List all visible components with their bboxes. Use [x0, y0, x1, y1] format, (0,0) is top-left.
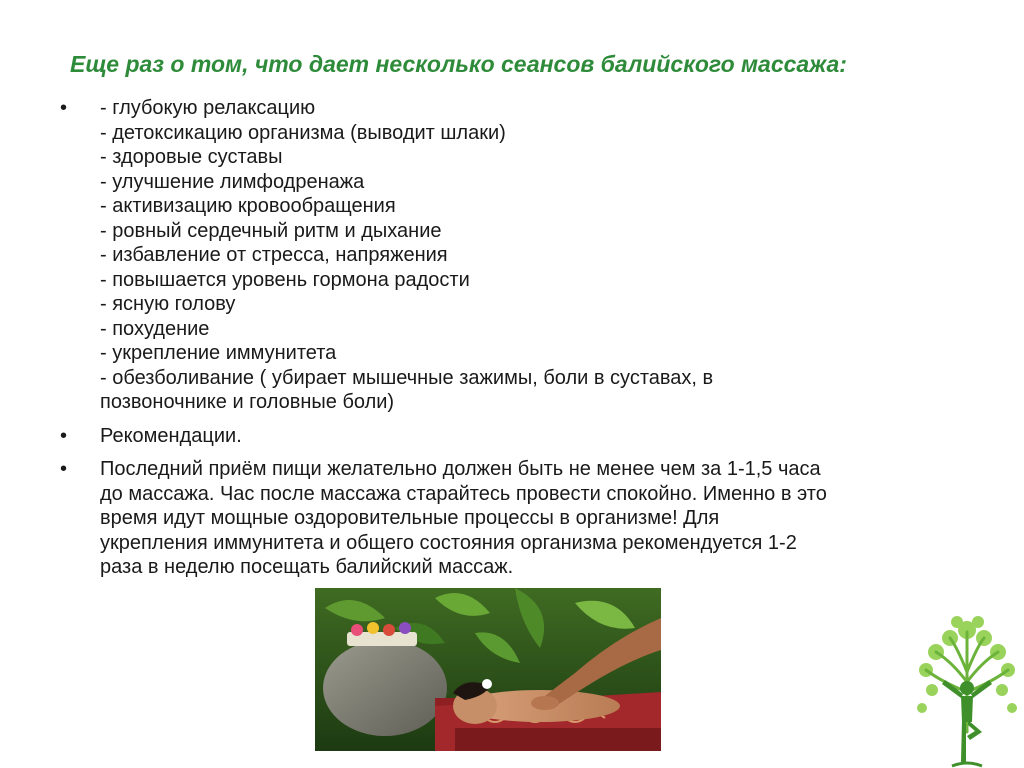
benefit-line: - глубокую релаксацию [100, 97, 316, 119]
bullet-marker: • [60, 458, 68, 480]
benefit-line: - обезболивание ( убирает мышечные зажимы, боли в суставах, в [100, 366, 714, 389]
benefit-line: - улучшение лимфодренажа [100, 170, 365, 193]
benefit-line: - активизацию кровообращения [100, 195, 396, 217]
bullet-marker: • [60, 424, 68, 447]
advice-line: укрепления иммунитета и общего состояния организма рекомендуется 1-2 [100, 531, 797, 554]
benefit-line: позвоночнике и головные боли) [100, 391, 395, 413]
benefit-line: - ясную голову [100, 293, 236, 315]
bullet-advice [60, 457, 960, 580]
bullet-marker: • [60, 97, 68, 119]
massage-photo [315, 588, 661, 751]
recommendations-heading: Рекомендации. [100, 424, 242, 447]
benefit-line: - похудение [100, 317, 210, 340]
advice-line: время идут мощные оздоровительные процессы в организме! Для [100, 507, 720, 529]
benefit-line: - ровный сердечный ритм и дыхание [100, 219, 442, 242]
bullet-benefits [60, 96, 960, 415]
slide-title: Еще раз о том, что дает несколько сеансов балийского массажа: [70, 51, 847, 77]
benefit-line: - укрепление иммунитета [100, 342, 337, 364]
bullet-recommendations [60, 424, 960, 449]
benefit-line: - здоровые суставы [100, 146, 283, 168]
benefit-line: - повышается уровень гормона радости [100, 268, 470, 291]
benefit-line: - избавление от стресса, напряжения [100, 244, 448, 266]
yoga-tree-logo-icon [912, 612, 1022, 768]
benefit-line: - детоксикацию организма (выводит шлаки) [100, 121, 506, 144]
advice-line: до массажа. Час после массажа старайтесь провести спокойно. Именно в это [100, 482, 827, 505]
bullet-list [60, 96, 960, 589]
advice-line: раза в неделю посещать балийский массаж. [100, 556, 514, 578]
advice-line: Последний приём пищи желательно должен быть не менее чем за 1-1,5 часа [100, 458, 821, 480]
